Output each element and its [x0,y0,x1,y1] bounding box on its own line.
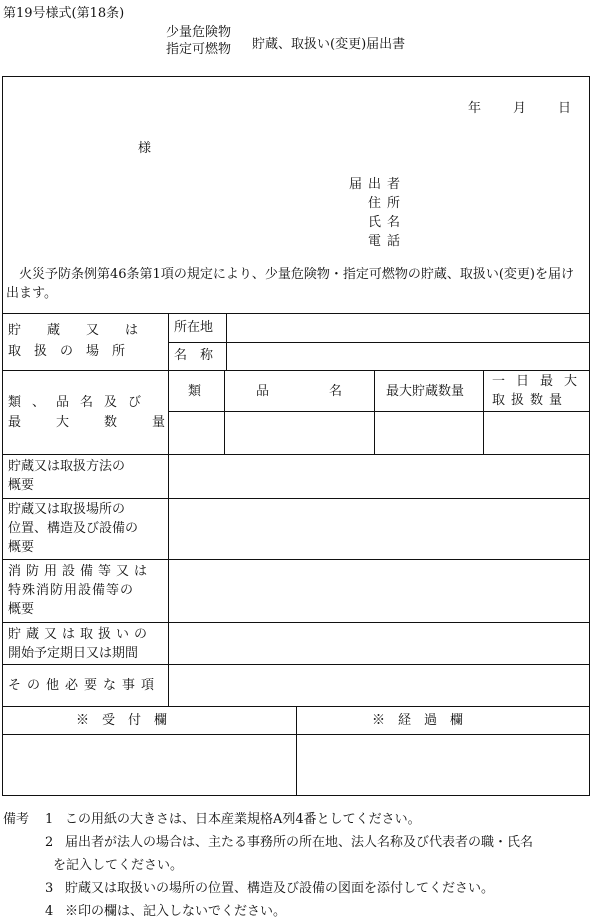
date-year: 年 [468,101,482,116]
other-label: その他必要な事項 [8,678,161,693]
col-daily-2: 取扱数量 [492,393,569,408]
address-label: 所在地 [174,320,214,335]
col-class: 類 [188,384,202,399]
name-label: 名称 [174,348,227,363]
place-label [8,500,138,557]
note-number: 1 [45,812,54,827]
divider [483,370,484,454]
note-number: 4 [45,904,54,919]
title-category [166,24,231,58]
fire-label-3: 概要 [8,602,35,617]
fire-label-1: 消防用設備等又は [8,564,153,579]
divider [2,622,590,623]
location-label-1 [8,321,165,340]
fire-label [8,562,152,619]
notes-heading: 備考 [3,812,30,827]
fire-label-2: 特殊消防用設備等の [8,583,135,598]
declaration-text: 火災予防条例第46条第1項の規定により、少量危険物・指定可燃物の貯蔵、取扱い(変更)を届け出ます。 [6,267,574,301]
note-text: 貯蔵又は取扱いの場所の位置、構造及び設備の図面を添付してください。 [65,881,495,896]
type-label-1: 類、品名及び [8,395,153,410]
location-label-1-text: 貯蔵又は [8,323,165,338]
col-max-storage: 最大貯蔵数量 [386,384,465,399]
addressee-suffix: 様 [138,141,152,156]
note-text: 届出者が法人の場合は、主たる事務所の所在地、法人名称及び代表者の職・氏名 [65,835,534,850]
place-label-2: 位置、構造及び設備の [8,521,139,536]
divider [226,313,227,370]
method-label-1: 貯蔵又は取扱方法の [8,459,126,474]
applicant-phone-label: 電話 [367,234,406,249]
start-label-2: 開始予定期日又は期間 [8,646,139,661]
divider [2,313,590,314]
progress-label: ※ 経 過 欄 [372,713,464,728]
reception-label: ※ 受 付 欄 [76,713,168,728]
page-title: 貯蔵、取扱い(変更)届出書 [252,37,406,52]
divider [2,498,590,499]
title-line-1: 少量危険物 [166,25,232,40]
type-label-2: 最大数量 [8,415,201,430]
method-label [8,457,125,495]
note-text: を記入してください。 [53,858,184,873]
applicant-label: 届出者 [348,177,406,192]
place-label-1: 貯蔵又は取扱場所の [8,502,126,517]
divider [2,559,590,560]
start-label [8,625,152,663]
note-text: ※印の欄は、記入しないでください。 [65,904,287,919]
divider [168,342,590,343]
title-line-2: 指定可燃物 [166,42,232,57]
divider [2,664,590,665]
divider [296,706,297,796]
location-label-2: 取扱の場所 [8,344,139,359]
place-label-3: 概要 [8,540,35,555]
divider [2,454,590,455]
divider [168,313,169,706]
divider [2,370,590,371]
applicant-name-label: 氏名 [367,215,406,230]
divider [168,411,590,412]
col-daily-1: 一日最大 [492,374,589,389]
form-number: 第19号様式(第18条) [3,6,125,21]
start-label-1: 貯蔵又は取扱いの [8,627,153,642]
notes-block [3,808,533,923]
applicant-block [338,175,406,251]
col-item: 品名 [256,384,403,399]
method-label-2: 概要 [8,478,35,493]
divider [224,370,225,454]
date-month: 月 [513,101,527,116]
date-day: 日 [558,101,572,116]
note-number: 2 [45,835,54,850]
note-number: 3 [45,881,54,896]
date-line [468,97,571,116]
applicant-address-label: 住所 [367,196,406,211]
note-text: この用紙の大きさは、日本産業規格A列4番としてください。 [65,812,421,827]
